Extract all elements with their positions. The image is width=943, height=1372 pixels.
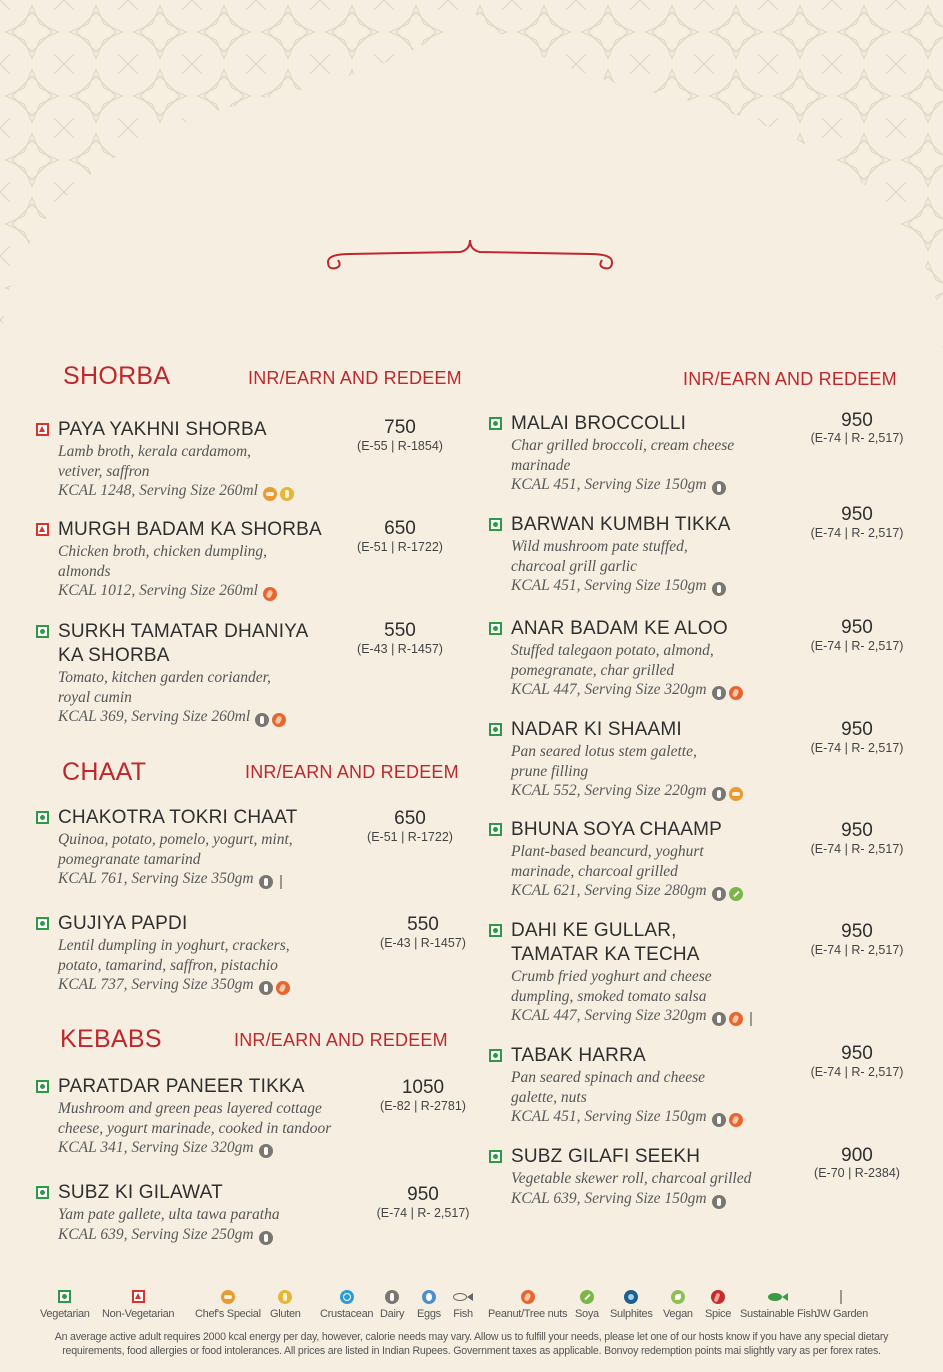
item-redeem-points: (E-74 | R- 2,517) [810, 943, 904, 957]
item-kcal-row [58, 1138, 276, 1160]
peanut-icon [729, 1113, 743, 1127]
crustacean-icon [340, 1290, 354, 1304]
dairy-icon [255, 713, 269, 727]
item-name: NADAR KI SHAAMI [511, 719, 682, 740]
item-price: 900 [841, 1145, 873, 1166]
item-description: Stuffed talegaon potato, almond, [511, 642, 714, 659]
vegetarian-icon [36, 1186, 49, 1199]
item-kcal: KCAL 447, Serving Size 320gm [511, 1007, 707, 1024]
item-redeem-points: (E-70 | R-2384) [814, 1166, 900, 1180]
section-subtitle-kebabs: INR/EARN AND REDEEM [234, 1030, 448, 1050]
dairy-icon [259, 1231, 273, 1245]
item-name: PARATDAR PANEER TIKKA [58, 1076, 305, 1097]
item-kcal-row [511, 1006, 759, 1028]
item-kcal-row [58, 975, 293, 997]
legend-item [40, 1286, 90, 1320]
spice-icon [711, 1290, 725, 1304]
eggs-icon [422, 1290, 436, 1304]
legend-item [417, 1286, 441, 1320]
legend-item [705, 1286, 731, 1320]
item-name: TABAK HARRA [511, 1045, 646, 1066]
item-kcal: KCAL 451, Serving Size 150gm [511, 1108, 707, 1125]
item-kcal: KCAL 761, Serving Size 350gm [58, 870, 254, 887]
legend-label: Soya [575, 1308, 599, 1320]
legend-item [815, 1286, 868, 1320]
item-price: 950 [841, 410, 873, 431]
footnote-line-1: An average active adult requires 2000 kcal energy per day, however, calorie needs may vary. Allow us to fulfill your needs, please let one of our hosts know if you have any special dietary [54, 1331, 889, 1343]
item-kcal-row [58, 1225, 276, 1247]
item-description: Lamb broth, kerala cardamom, [58, 443, 252, 460]
legend-label: Chef's Special [195, 1308, 261, 1320]
item-kcal-row [58, 481, 297, 503]
footnote [40, 1330, 903, 1358]
item-price: 550 [407, 914, 439, 935]
vegetarian-icon [489, 1049, 502, 1062]
legend-item [320, 1286, 373, 1320]
legend-label: Non-Vegetarian [102, 1308, 175, 1320]
item-name: SUBZ KI GILAWAT [58, 1182, 223, 1203]
item-kcal-row [511, 680, 746, 702]
item-description: cheese, yogurt marinade, cooked in tandoor [58, 1119, 332, 1137]
dairy-icon [712, 1113, 726, 1127]
non-vegetarian-icon [36, 523, 49, 536]
legend-label: Peanut/Tree nuts [488, 1308, 568, 1320]
item-redeem-points: (E-43 | R-1457) [380, 936, 466, 950]
section-subtitle-shorba: INR/EARN AND REDEEM [248, 368, 462, 388]
item-redeem-points: (E-74 | R- 2,517) [376, 1206, 470, 1220]
item-description: Pan seared spinach and cheese [511, 1069, 705, 1086]
legend-item [488, 1286, 567, 1320]
peanut-icon [729, 1012, 743, 1026]
fish-icon [452, 1291, 474, 1303]
vegetarian-icon [58, 1290, 71, 1303]
item-description: Mushroom and green peas layered cottage [58, 1100, 322, 1117]
dairy-icon [712, 1012, 726, 1026]
section-title-chaat: CHAAT [62, 758, 147, 786]
item-description: Lentil dumpling in yoghurt, crackers, [58, 937, 290, 954]
item-description: dumpling, smoked tomato salsa [511, 987, 707, 1005]
vegetarian-icon [489, 622, 502, 635]
background-pattern [0, 0, 943, 420]
item-kcal: KCAL 639, Serving Size 150gm [511, 1189, 707, 1207]
item-description: charcoal grill garlic [511, 557, 637, 575]
item-description: potato, tamarind, saffron, pistachio [58, 956, 278, 974]
item-price: 950 [841, 617, 873, 638]
footnote-line-2: requirements, food allergies or food intolerances. All prices are listed in Indian Rupees. Government taxes as applicable. Bonvoy redemption points mai slightly vary as per forex rates. [62, 1345, 881, 1357]
item-redeem-points: (E-74 | R- 2,517) [810, 842, 904, 856]
allergen-legend [40, 1286, 910, 1326]
item-kcal: KCAL 552, Serving Size 220gm [511, 782, 707, 799]
item-price: 950 [841, 921, 873, 942]
item-description: vetiver, saffron [58, 462, 150, 480]
item-price: 950 [841, 1043, 873, 1064]
item-name: KA SHORBA [58, 645, 170, 666]
dairy-icon [259, 981, 273, 995]
item-kcal-row [58, 707, 289, 729]
dairy-icon [385, 1290, 399, 1304]
item-redeem-points: (E-82 | R-2781) [380, 1099, 466, 1113]
item-description: Quinoa, potato, pomelo, yogurt, mint, [58, 831, 293, 848]
sustainable-fish-icon [767, 1291, 789, 1303]
dairy-icon [712, 1195, 726, 1209]
legend-item [102, 1286, 174, 1320]
dairy-icon [259, 1144, 273, 1158]
chef-icon [221, 1290, 235, 1304]
item-kcal: KCAL 451, Serving Size 150gm [511, 577, 707, 594]
item-price: 950 [407, 1184, 439, 1205]
gluten-icon [280, 487, 294, 501]
section-title-shorba: SHORBA [63, 362, 171, 390]
item-redeem-points: (E-74 | R- 2,517) [810, 741, 904, 755]
item-redeem-points: (E-51 | R-1722) [357, 540, 443, 554]
item-kcal-row [58, 581, 280, 603]
item-kcal: KCAL 451, Serving Size 150gm [511, 476, 707, 493]
vegetarian-icon [489, 924, 502, 937]
item-description: Chicken broth, chicken dumpling, [58, 543, 268, 560]
item-name: GUJIYA PAPDI [58, 913, 188, 934]
item-redeem-points: (E-43 | R-1457) [357, 642, 443, 656]
legend-label: Dairy [380, 1308, 405, 1320]
legend-label: Eggs [417, 1308, 441, 1320]
soya-icon [580, 1290, 594, 1304]
jw-garden-icon [836, 1290, 846, 1304]
peanut-icon [276, 981, 290, 995]
legend-label: Sulphites [610, 1308, 653, 1320]
legend-item [452, 1286, 474, 1320]
section-subtitle-chaat: INR/EARN AND REDEEM [245, 762, 459, 782]
item-name: TAMATAR KA TECHA [511, 944, 700, 965]
item-kcal-row [511, 881, 746, 903]
item-price: 750 [384, 417, 416, 438]
vegetarian-icon [36, 917, 49, 930]
item-description: Crumb fried yoghurt and cheese [511, 968, 712, 985]
legend-item [575, 1286, 599, 1320]
dairy-icon [712, 787, 726, 801]
item-description: prune filling [511, 762, 589, 780]
soya-icon [729, 887, 743, 901]
item-kcal-row [511, 1107, 746, 1129]
vegetarian-icon [489, 518, 502, 531]
item-kcal-row [511, 475, 729, 497]
item-description: marinade [511, 456, 571, 474]
peanut-icon [521, 1290, 535, 1304]
item-kcal: KCAL 737, Serving Size 350gm [58, 976, 254, 993]
non-vegetarian-icon [36, 423, 49, 436]
item-description: Yam pate gallete, ulta tawa paratha [58, 1206, 280, 1223]
item-redeem-points: (E-74 | R- 2,517) [810, 526, 904, 540]
gluten-icon [278, 1290, 292, 1304]
legend-label: Spice [705, 1308, 732, 1320]
item-kcal-row [58, 869, 289, 891]
item-redeem-points: (E-74 | R- 2,517) [810, 639, 904, 653]
item-redeem-points: (E-74 | R- 2,517) [810, 1065, 904, 1079]
chef-icon [263, 487, 277, 501]
legend-label: Crustacean [320, 1308, 374, 1320]
item-description: Tomato, kitchen garden coriander, [58, 669, 271, 686]
item-kcal: KCAL 639, Serving Size 250gm [58, 1225, 254, 1243]
item-name: ANAR BADAM KE ALOO [511, 618, 728, 639]
item-kcal: KCAL 341, Serving Size 320gm [58, 1139, 254, 1156]
item-description: pomegranate tamarind [58, 850, 201, 868]
item-description: Vegetable skewer roll, charcoal grilled [511, 1170, 752, 1187]
item-name: SURKH TAMATAR DHANIYA [58, 621, 309, 642]
peanut-icon [263, 587, 277, 601]
item-description: pomegranate, char grilled [511, 661, 675, 679]
item-price: 650 [394, 808, 426, 829]
item-description: Char grilled broccoli, cream cheese [511, 437, 735, 454]
vegetarian-icon [489, 417, 502, 430]
item-kcal-row [511, 576, 729, 598]
vegetarian-icon [489, 1150, 502, 1163]
chef-icon [729, 787, 743, 801]
non-vegetarian-icon [132, 1290, 145, 1303]
item-name: MURGH BADAM KA SHORBA [58, 519, 322, 540]
legend-label: Fish [453, 1308, 473, 1320]
legend-label: Sustainable Fish [740, 1308, 817, 1320]
jw-garden-icon [746, 1012, 756, 1026]
item-description: galette, nuts [511, 1088, 587, 1106]
section-title-kebabs: KEBABS [60, 1025, 162, 1053]
legend-item [610, 1286, 653, 1320]
vegetarian-icon [36, 625, 49, 638]
item-name: SUBZ GILAFI SEEKH [511, 1146, 701, 1167]
item-description: Wild mushroom pate stuffed, [511, 538, 688, 555]
legend-label: Vegan [663, 1308, 693, 1320]
item-redeem-points: (E-51 | R-1722) [367, 830, 453, 844]
item-name: BHUNA SOYA CHAAMP [511, 819, 723, 840]
legend-item [270, 1286, 301, 1320]
vegetarian-icon [489, 823, 502, 836]
legend-item [663, 1286, 693, 1320]
dairy-icon [712, 582, 726, 596]
item-kcal: KCAL 447, Serving Size 320gm [511, 681, 707, 698]
legend-item [195, 1286, 261, 1320]
vegetarian-icon [36, 811, 49, 824]
item-redeem-points: (E-55 | R-1854) [357, 439, 443, 453]
item-price: 1050 [401, 1077, 445, 1098]
item-name: DAHI KE GULLAR, [511, 920, 677, 941]
vegetarian-icon [489, 723, 502, 736]
legend-item [380, 1286, 404, 1320]
item-price: 950 [841, 820, 873, 841]
item-kcal: KCAL 369, Serving Size 260ml [58, 708, 251, 725]
vegetarian-icon [36, 1080, 49, 1093]
section-subtitle-right: INR/EARN AND REDEEM [683, 369, 897, 389]
legend-label: JW Garden [815, 1308, 868, 1320]
sulphites-icon [624, 1290, 638, 1304]
item-name: MALAI BROCCOLLI [511, 413, 687, 434]
item-price: 550 [384, 620, 416, 641]
item-price: 950 [841, 719, 873, 740]
item-description: marinade, charcoal grilled [511, 862, 678, 880]
legend-label: Vegetarian [40, 1308, 90, 1320]
item-name: CHAKOTRA TOKRI CHAAT [58, 807, 298, 828]
dairy-icon [712, 686, 726, 700]
item-description: almonds [58, 562, 111, 580]
legend-item [740, 1286, 817, 1320]
item-kcal: KCAL 1012, Serving Size 260ml [58, 582, 258, 599]
jw-garden-icon [276, 875, 286, 889]
item-description: royal cumin [58, 688, 132, 706]
dairy-icon [712, 887, 726, 901]
item-description: Plant-based beancurd, yoghurt [511, 843, 704, 860]
dairy-icon [712, 481, 726, 495]
item-name: BARWAN KUMBH TIKKA [511, 514, 731, 535]
peanut-icon [272, 713, 286, 727]
item-redeem-points: (E-74 | R- 2,517) [810, 431, 904, 445]
divider-ornament [320, 236, 620, 276]
item-kcal: KCAL 1248, Serving Size 260ml [58, 482, 258, 499]
item-description: Pan seared lotus stem galette, [511, 743, 697, 760]
item-price: 950 [841, 504, 873, 525]
item-kcal: KCAL 621, Serving Size 280gm [511, 882, 707, 899]
item-kcal-row [511, 781, 746, 803]
legend-label: Gluten [270, 1308, 301, 1320]
item-kcal-row [511, 1189, 729, 1211]
item-name: PAYA YAKHNI SHORBA [58, 419, 267, 440]
vegan-icon [671, 1290, 685, 1304]
peanut-icon [729, 686, 743, 700]
dairy-icon [259, 875, 273, 889]
item-price: 650 [384, 518, 416, 539]
